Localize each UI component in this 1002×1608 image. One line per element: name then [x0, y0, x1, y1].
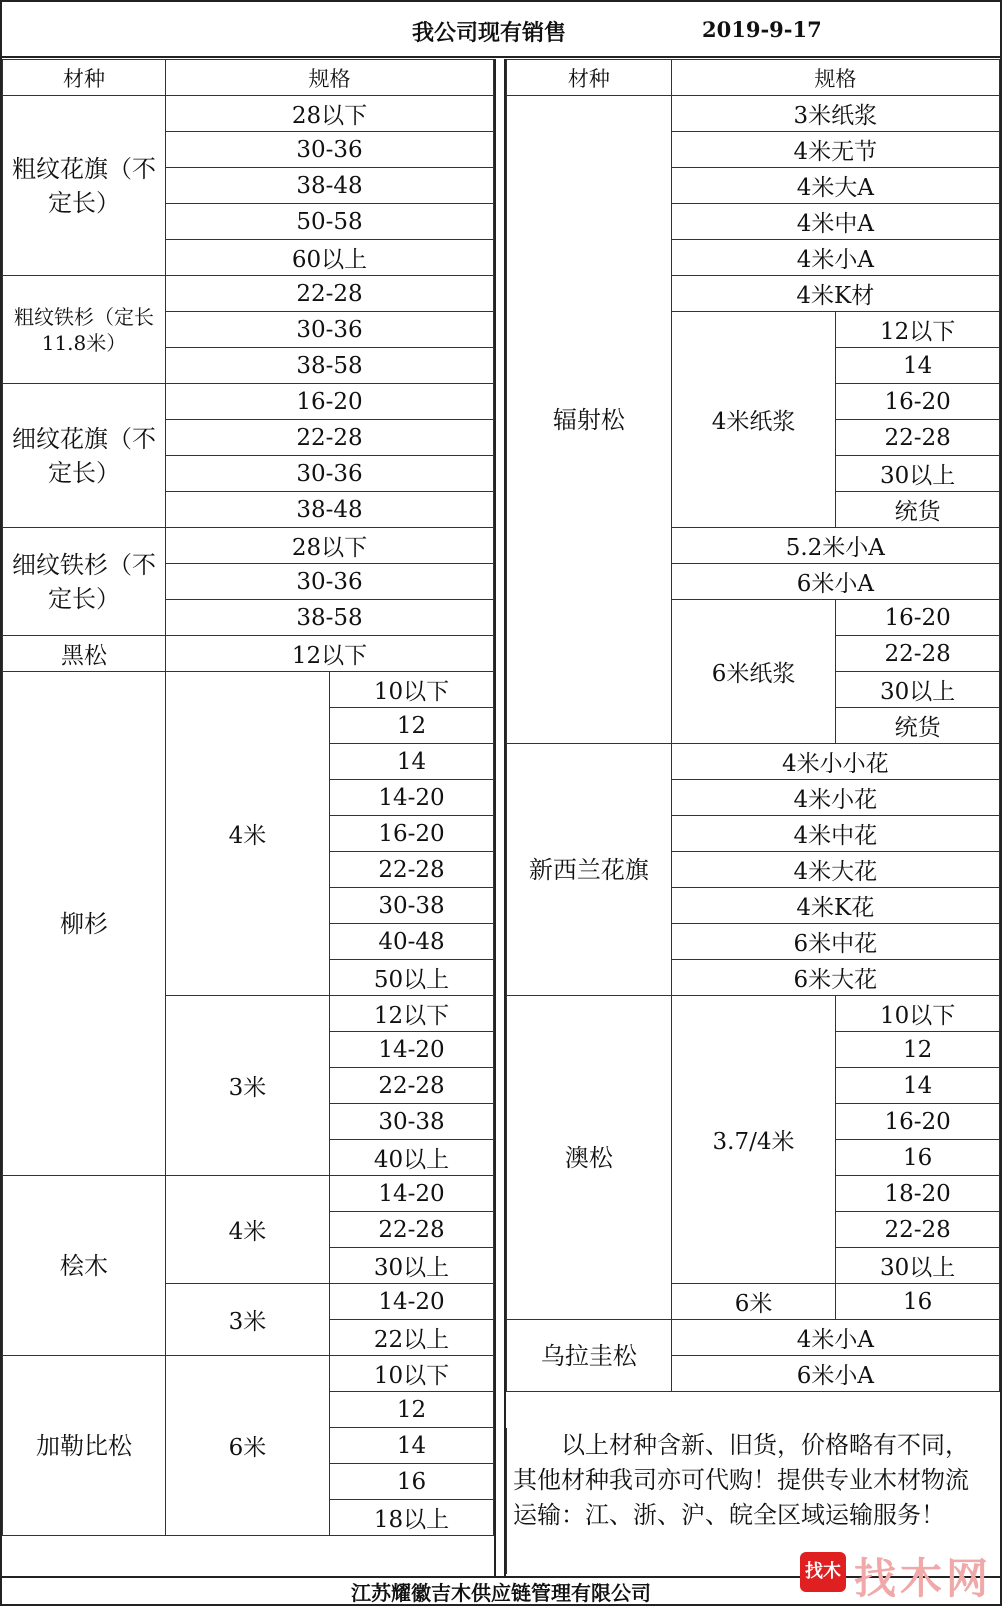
spec-cell: 16 — [836, 1284, 1000, 1320]
spec-cell: 12以下 — [165, 636, 493, 672]
spec-cell: 4米K花 — [671, 888, 999, 924]
species-cuwen-tieshan: 粗纹铁杉（定长11.8米） — [3, 276, 166, 384]
spec-cell: 30-36 — [165, 132, 493, 168]
species-wulagui: 乌拉圭松 — [507, 1320, 672, 1392]
species-fushe: 辐射松 — [507, 96, 672, 744]
header-species: 材种 — [507, 60, 672, 96]
spec-cell: 14 — [329, 744, 493, 780]
spec-cell: 40以上 — [329, 1140, 493, 1176]
length-cell: 4米纸浆 — [671, 312, 836, 528]
spec-cell: 4米中花 — [671, 816, 999, 852]
length-cell: 3米 — [165, 1284, 329, 1356]
spec-cell: 16-20 — [165, 384, 493, 420]
spec-cell: 18以上 — [329, 1500, 493, 1536]
spec-cell: 4米小A — [671, 240, 999, 276]
spec-cell: 38-48 — [165, 492, 493, 528]
spec-cell: 4米K材 — [671, 276, 999, 312]
spec-cell: 22-28 — [165, 276, 493, 312]
spec-cell: 14 — [836, 348, 1000, 384]
length-cell: 4米 — [165, 672, 329, 996]
spec-cell: 统货 — [836, 708, 1000, 744]
column-divider — [494, 59, 506, 1576]
title-date: 2019-9-17 — [702, 17, 822, 42]
spec-cell: 14-20 — [329, 780, 493, 816]
spec-cell: 4米无节 — [671, 132, 999, 168]
watermark-logo-icon: 找木 — [800, 1552, 846, 1592]
spec-cell: 22以上 — [329, 1320, 493, 1356]
spec-cell: 30-36 — [165, 564, 493, 600]
length-cell: 4米 — [165, 1176, 329, 1284]
species-aosong: 澳松 — [507, 996, 672, 1320]
spec-cell: 38-58 — [165, 600, 493, 636]
spec-cell: 6米小A — [671, 564, 999, 600]
length-cell: 3米 — [165, 996, 329, 1176]
spec-cell: 4米小A — [671, 1320, 999, 1356]
spec-cell: 6米中花 — [671, 924, 999, 960]
spec-cell: 30-38 — [329, 1104, 493, 1140]
spec-cell: 12以下 — [329, 996, 493, 1032]
title-text: 我公司现有销售 — [412, 21, 567, 46]
spec-cell: 4米小花 — [671, 780, 999, 816]
header-species: 材种 — [3, 60, 166, 96]
spec-cell: 28以下 — [165, 96, 493, 132]
spec-cell: 16-20 — [836, 600, 1000, 636]
spec-cell: 22-28 — [165, 420, 493, 456]
note-paragraph: 以上材种含新、旧货，价格略有不同，其他材种我司亦可代购！提供专业木材物流运输：江、浙、沪、皖全区域运输服务！ — [513, 1431, 969, 1529]
species-xiwen-tieshan: 细纹铁杉（不定长） — [3, 528, 166, 636]
right-table — [506, 59, 1000, 1392]
length-cell: 6米 — [671, 1284, 836, 1320]
spec-cell: 18-20 — [836, 1176, 1000, 1212]
watermark — [800, 1546, 996, 1603]
species-cuwen-huaqi: 粗纹花旗（不定长） — [3, 96, 166, 276]
spec-cell: 4米中A — [671, 204, 999, 240]
spec-cell: 22-28 — [836, 636, 1000, 672]
spec-cell: 22-28 — [329, 1212, 493, 1248]
species-heisong: 黑松 — [3, 636, 166, 672]
spec-cell: 16 — [329, 1464, 493, 1500]
spec-cell: 6米大花 — [671, 960, 999, 996]
length-cell: 6米 — [165, 1356, 329, 1536]
spec-cell: 30以上 — [836, 672, 1000, 708]
spec-cell: 16-20 — [329, 816, 493, 852]
spec-cell: 14 — [329, 1428, 493, 1464]
spec-cell: 38-58 — [165, 348, 493, 384]
spec-cell: 12 — [329, 1392, 493, 1428]
spec-cell: 30以上 — [836, 456, 1000, 492]
spec-cell: 12 — [329, 708, 493, 744]
header-spec: 规格 — [671, 60, 999, 96]
species-jialebi: 加勒比松 — [3, 1356, 166, 1536]
spec-cell: 14-20 — [329, 1284, 493, 1320]
spec-cell: 14-20 — [329, 1032, 493, 1068]
spec-cell: 22-28 — [329, 1068, 493, 1104]
header-spec: 规格 — [165, 60, 493, 96]
spec-cell: 22-28 — [836, 1212, 1000, 1248]
spec-cell: 50-58 — [165, 204, 493, 240]
spec-cell: 10以下 — [329, 672, 493, 708]
spec-cell: 4米大A — [671, 168, 999, 204]
spec-cell: 10以下 — [836, 996, 1000, 1032]
spec-cell: 16-20 — [836, 1104, 1000, 1140]
spec-cell: 统货 — [836, 492, 1000, 528]
spec-cell: 30以上 — [836, 1248, 1000, 1284]
spec-cell: 16-20 — [836, 384, 1000, 420]
spec-cell: 22-28 — [329, 852, 493, 888]
footer-company: 江苏耀徽吉木供应链管理有限公司 — [0, 1576, 1002, 1608]
spec-cell: 14-20 — [329, 1176, 493, 1212]
spec-cell: 38-48 — [165, 168, 493, 204]
spec-cell: 30-36 — [165, 312, 493, 348]
spec-cell: 40-48 — [329, 924, 493, 960]
spec-cell: 4米小小花 — [671, 744, 999, 780]
left-table — [2, 59, 494, 1536]
spec-cell: 50以上 — [329, 960, 493, 996]
spec-cell: 16 — [836, 1140, 1000, 1176]
spec-cell: 14 — [836, 1068, 1000, 1104]
species-liushan: 柳杉 — [3, 672, 166, 1176]
spec-cell: 3米纸浆 — [671, 96, 999, 132]
species-xiwen-huaqi: 细纹花旗（不定长） — [3, 384, 166, 528]
species-xinxilan: 新西兰花旗 — [507, 744, 672, 996]
spec-cell: 60以上 — [165, 240, 493, 276]
spec-cell: 12以下 — [836, 312, 1000, 348]
spec-cell: 22-28 — [836, 420, 1000, 456]
spec-cell: 12 — [836, 1032, 1000, 1068]
spec-cell: 5.2米小A — [671, 528, 999, 564]
spec-cell: 6米小A — [671, 1356, 999, 1392]
spec-cell: 30-38 — [329, 888, 493, 924]
watermark-name: 找木网 — [854, 1554, 993, 1603]
spec-cell: 4米大花 — [671, 852, 999, 888]
title-bar — [0, 0, 1002, 58]
spec-cell: 10以下 — [329, 1356, 493, 1392]
spec-cell: 30-36 — [165, 456, 493, 492]
length-cell: 6米纸浆 — [671, 600, 836, 744]
spec-cell: 28以下 — [165, 528, 493, 564]
species-guimu: 桧木 — [3, 1176, 166, 1356]
spec-cell: 30以上 — [329, 1248, 493, 1284]
length-cell: 3.7/4米 — [671, 996, 836, 1284]
